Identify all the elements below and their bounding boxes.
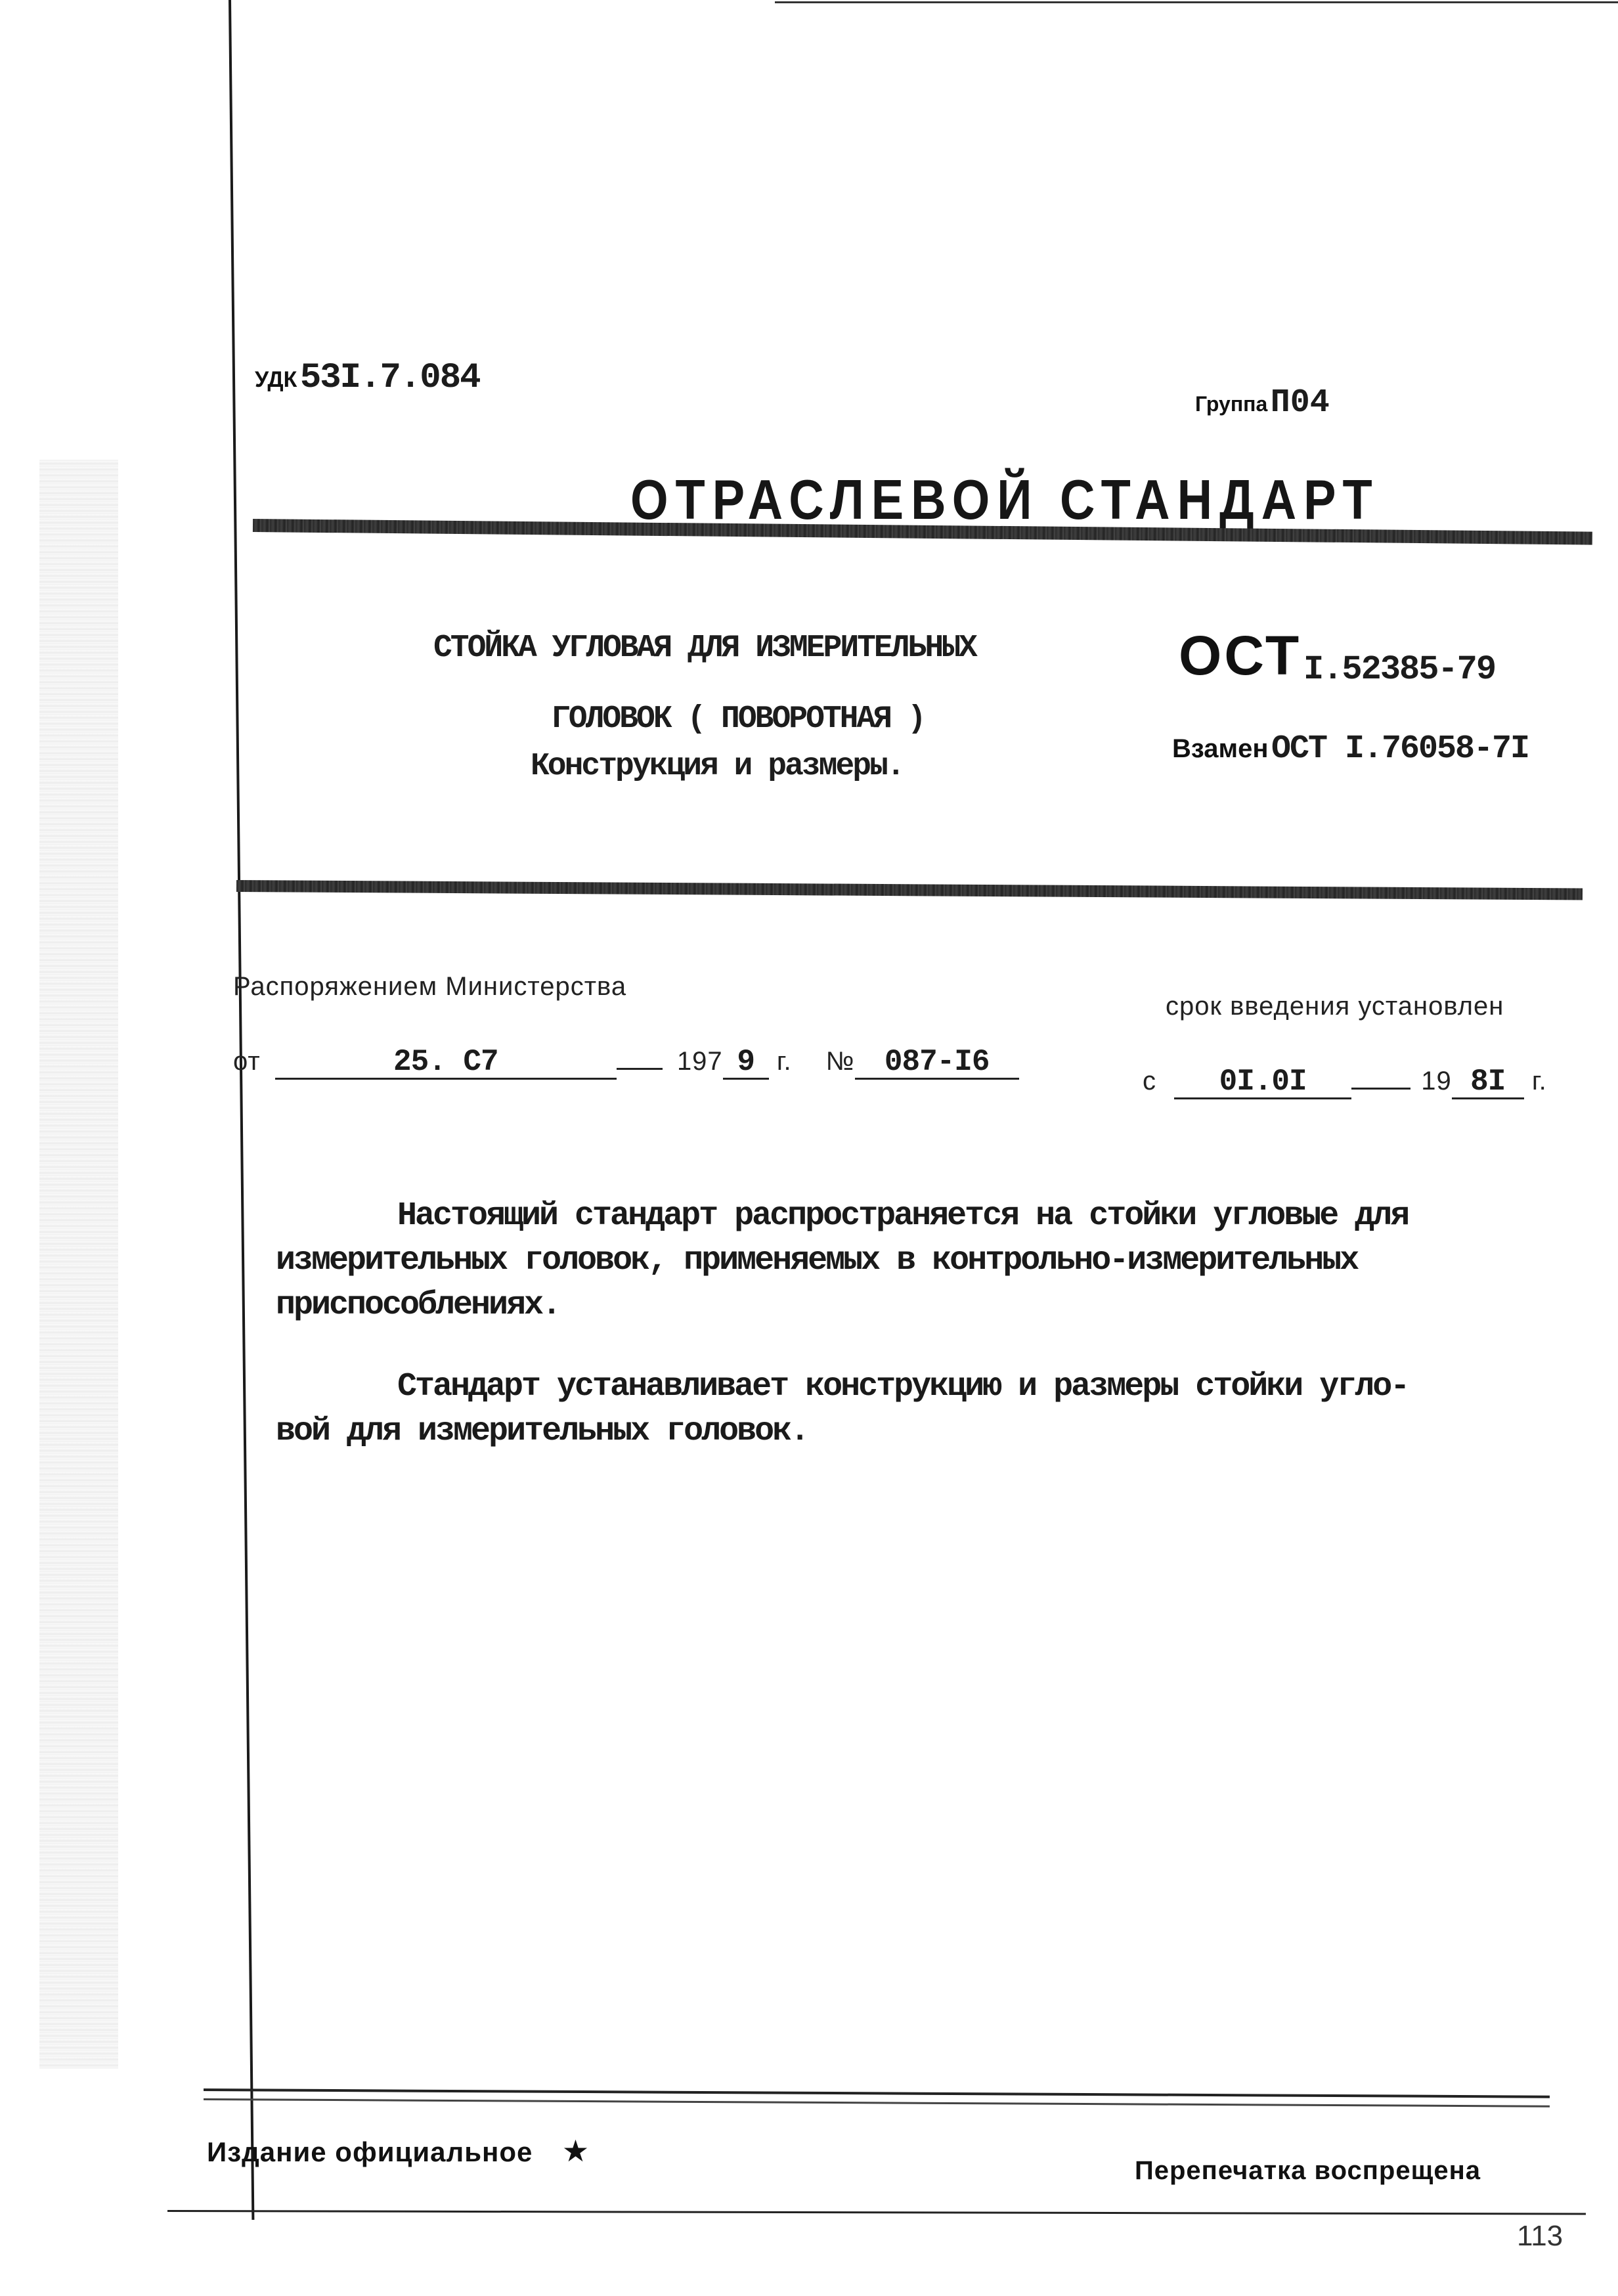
udc-block: [255, 358, 480, 398]
decree-from-label: от: [233, 1047, 261, 1076]
udc-value: 53I.7.084: [299, 358, 480, 398]
edition-block: [207, 2133, 589, 2169]
decree-number: 087-I6: [855, 1046, 1019, 1080]
page-number: 113: [1517, 2220, 1563, 2252]
replaces-value: ОСТ I.76058-7I: [1271, 730, 1529, 768]
group-block: [1195, 384, 1330, 422]
subject-line-1: СТОЙКА УГЛОВАЯ ДЛЯ ИЗМЕРИТЕЛЬНЫХ: [433, 630, 976, 666]
subject-line-3: Конструкция и размеры.: [531, 749, 904, 784]
effective-from-label: с: [1143, 1067, 1156, 1095]
footer-rule-1: [204, 2088, 1550, 2098]
decree-year-prefix: 197: [676, 1047, 723, 1076]
edition-label: Издание официальное: [207, 2136, 533, 2167]
frame-bottom-line: [167, 2210, 1586, 2215]
replaces-block: [1172, 730, 1529, 768]
decree-date-line: [233, 1036, 1019, 1080]
ost-number: I.52385-79: [1303, 650, 1496, 689]
reprint-notice: Перепечатка воспрещена: [1135, 2156, 1481, 2185]
replaces-label: Взамен: [1172, 734, 1269, 763]
effective-label: срок введения установлен: [1166, 992, 1504, 1021]
frame-top-line: [775, 1, 1618, 3]
paragraph-1-line-3: приспособлениях.: [276, 1287, 560, 1324]
decree-year-unit: г.: [776, 1047, 792, 1076]
scan-shadow: [39, 460, 118, 2069]
effective-year-suffix: 8I: [1452, 1066, 1524, 1099]
effective-date-line: [1143, 1056, 1547, 1099]
decree-date-fill: [617, 1036, 663, 1070]
star-icon: ★: [561, 2134, 590, 2168]
udc-label: УДК: [255, 367, 297, 392]
paragraph-1-line-2: измерительных головок, применяемых в контрольно-измерительных: [276, 1242, 1358, 1279]
subject-line-2: ГОЛОВОК ( ПОВОРОТНАЯ ): [552, 701, 925, 737]
paragraph-1-line-1: Настоящий стандарт распространяется на стойки угловые для: [397, 1197, 1409, 1235]
effective-date: 0I.0I: [1174, 1066, 1351, 1099]
effective-year-unit: г.: [1531, 1067, 1547, 1095]
paragraph-2-line-1: Стандарт устанавливает конструкцию и размеры стойки угло-: [397, 1368, 1409, 1405]
standard-type-title: ОТРАСЛЕВОЙ СТАНДАРТ: [630, 468, 1380, 531]
paragraph-2-line-2: вой для измерительных головок.: [276, 1413, 808, 1450]
subject-rule: [236, 880, 1583, 900]
effective-year-prefix: 19: [1421, 1067, 1452, 1095]
decree-year-suffix: 9: [723, 1046, 769, 1080]
group-label: Группа: [1195, 392, 1268, 416]
designation-block: [1179, 624, 1301, 688]
frame-left-line: [229, 0, 254, 2220]
decree-number-label: №: [825, 1047, 855, 1076]
decree-label: Распоряжением Министерства: [233, 972, 627, 1001]
footer-rule-2: [204, 2098, 1550, 2108]
group-value: П04: [1270, 384, 1330, 422]
ost-prefix: ОСТ: [1179, 625, 1302, 686]
decree-date: 25. С7: [275, 1046, 617, 1080]
effective-date-fill: [1351, 1056, 1410, 1090]
